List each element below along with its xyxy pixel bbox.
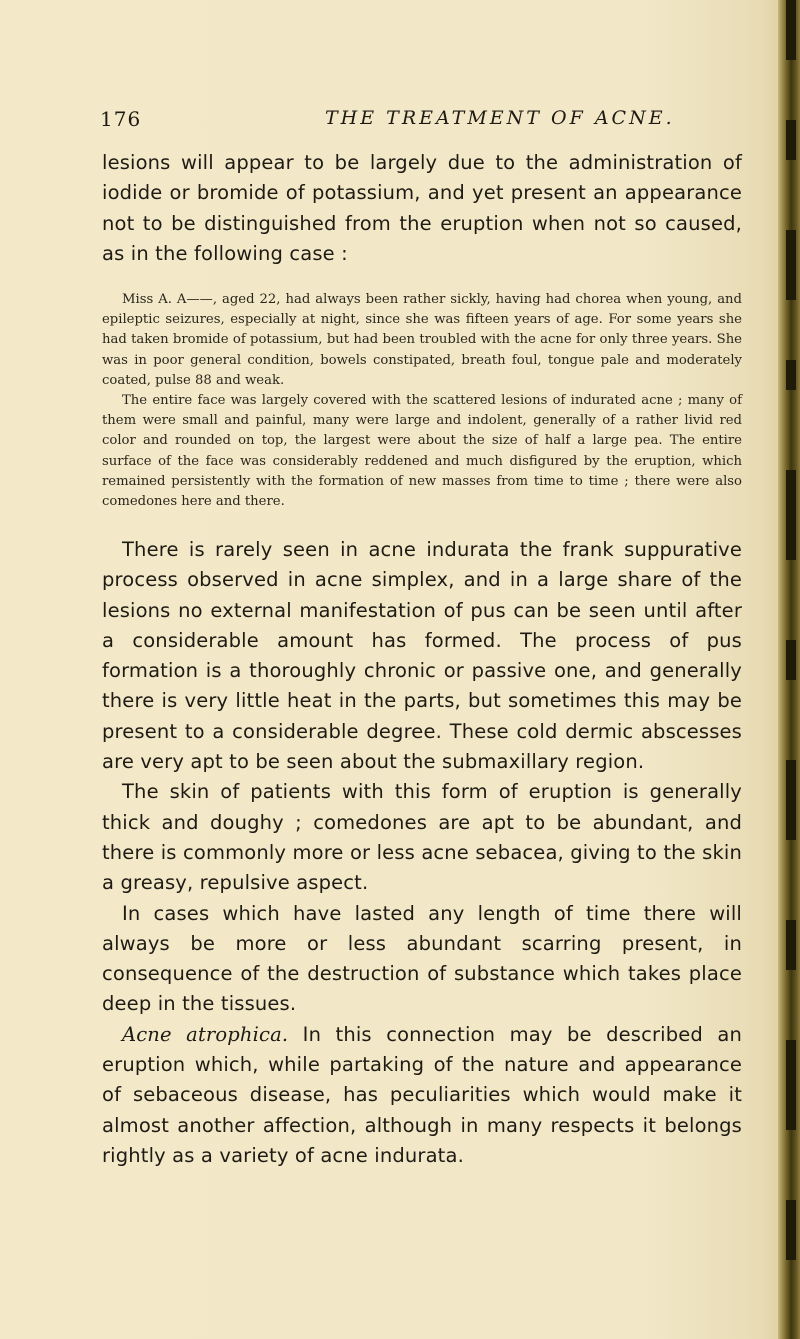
body-paragraph-4 [102,1020,742,1171]
body-paragraph-4-text: In this connection may be described an eruption which, while partaking of the nature and appearance of sebaceous disease, has peculiarities which would make it almost another affection, although in many respects it belongs rightly as a variety of acne indurata. [102,1022,742,1167]
body-paragraph-2: The skin of patients with this form of eruption is generally thick and doughy ; comedones are apt to be abundant, and there is commonly more or less acne sebacea, giving to the skin a greasy, repulsive aspect. [102,780,742,895]
body-text [102,535,742,1171]
case-report-paragraph-2: The entire face was largely covered with the scattered lesions of indurated acne ; many of them were small and painful, many were large and indolent, generally of a rather livid red color and rounded on top, the largest were about the size of half a large pea. The entire surface of the face was considerably reddened and much disfigured by the eruption, which remained persistently with the formation of new masses from time to time ; there were also comedones here and there. [102,393,742,510]
intro-paragraph [102,148,742,269]
running-title: THE TREATMENT OF ACNE. [325,107,675,129]
case-report [102,290,742,512]
body-paragraph-1: There is rarely seen in acne indurata the frank suppurative process observed in acne simplex, and in a large share of the lesions no external manifestation of pus can be seen until after a considerable amount has formed. The process of pus formation is a thoroughly chronic or passive one, and generally there is very little heat in the parts, but sometimes this may be present to a considerable degree. These cold dermic abscesses are very apt to be seen about the submaxillary region. [102,538,742,774]
body-paragraph-3: In cases which have lasted any length of time there will always be more or less abundant scarring present, in consequence of the destruction of substance which takes place deep in the tissues. [102,901,742,1016]
intro-text: lesions will appear to be largely due to the administration of iodide or bromide of potassium, and yet present an appearance not to be distinguished from the eruption when not so caused, as in the following case : [102,151,742,265]
page-header [100,107,740,137]
page-number: 176 [100,107,142,131]
case-report-paragraph-1: Miss A. A——, aged 22, had always been rather sickly, having had chorea when young, and epileptic seizures, especially at night, since she was fifteen years of age. For some years she had taken bromide of potassium, but had been troubled with the acne for only three years. She was in poor general condition, bowels constipated, breath foul, tongue pale and moderately coated, pulse 88 and weak. [102,292,742,388]
page-edge [778,0,800,1339]
acne-atrophica-heading: Acne atrophica. [122,1022,289,1046]
